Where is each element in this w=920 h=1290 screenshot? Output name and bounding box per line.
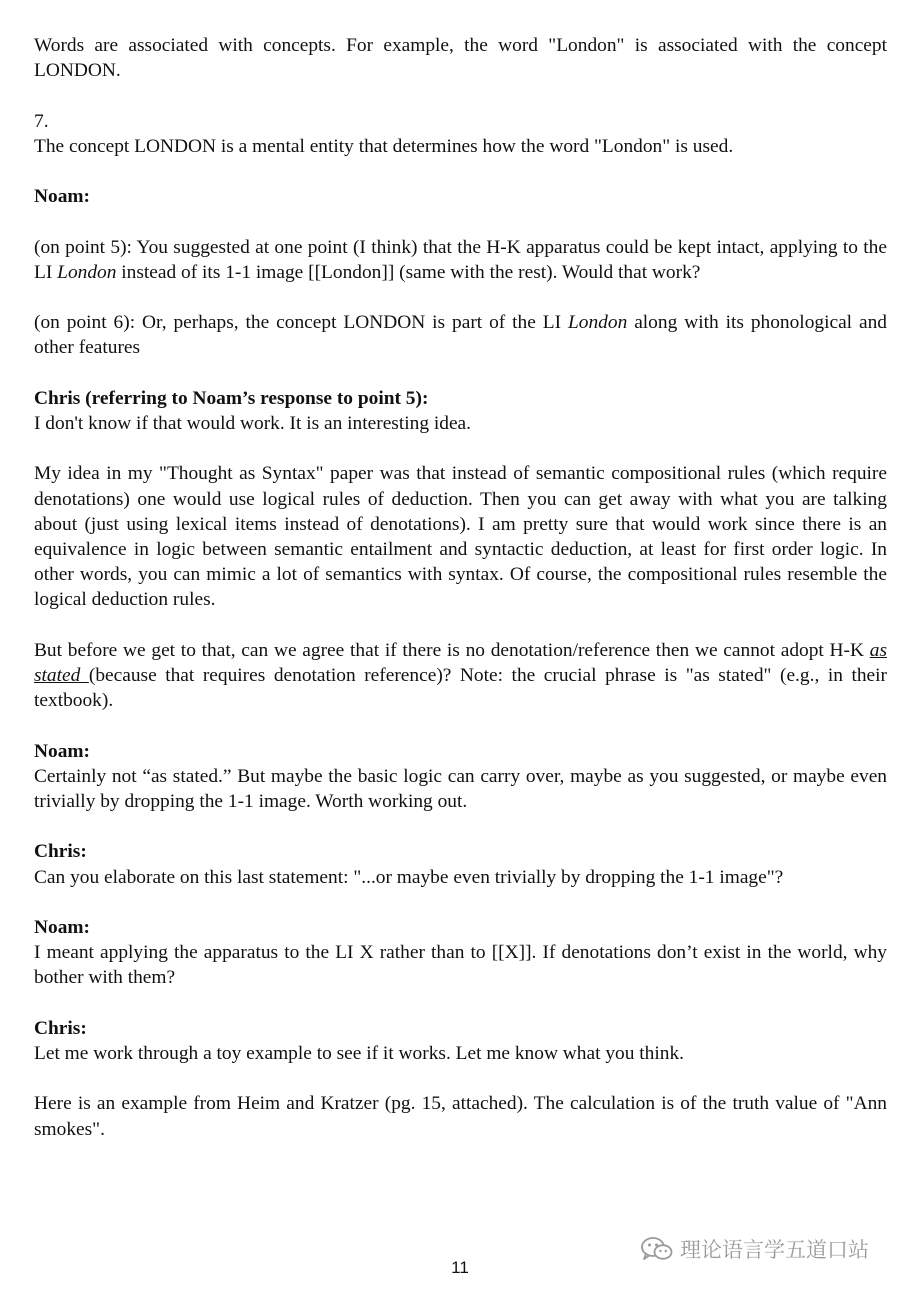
document-body — [34, 33, 887, 1167]
speaker-label: Noam: — [34, 916, 91, 938]
dialogue-turn — [34, 915, 887, 991]
text-run: instead of its 1-1 image [[London]] (same with the rest). Would that work? — [116, 261, 701, 283]
paragraph — [34, 310, 887, 360]
numbered-point — [34, 109, 887, 159]
text-run: But before we get to that, can we agree that if there is no denotation/reference then we cannot adopt H-K — [34, 639, 870, 661]
paragraph: Words are associated with concepts. For example, the word "London" is associated with the concept LONDON. — [34, 35, 887, 82]
italic-term: London — [568, 312, 628, 334]
watermark-text: 理论语言学五道口站 — [680, 1238, 869, 1262]
dialogue-turn — [34, 839, 887, 889]
paragraph — [34, 638, 887, 714]
paragraph: The concept LONDON is a mental entity that determines how the word "London" is used. — [34, 135, 734, 157]
paragraph: Let me work through a toy example to see if it works. Let me know what you think. — [34, 1042, 684, 1064]
speaker-label: Noam: — [34, 740, 91, 762]
paragraph: My idea in my "Thought as Syntax" paper was that instead of semantic compositional rules (which require denotations) one would use logical rules of deduction. Then you can get away with what you are talking about (just using lexical items instead of denotations). I am pretty sure that would work since there is an equivalence in logic between semantic entailment and syntactic deduction, at least for first order logic. In other words, you can mimic a lot of semantics with syntax. Of course, the compositional rules resemble the logical deduction rules. — [34, 463, 887, 611]
speaker-label: Chris (referring to Noam’s response to point 5): — [34, 387, 429, 409]
paragraph: Certainly not “as stated.” But maybe the basic logic can carry over, maybe as you suggested, or maybe even trivially by dropping the 1-1 image. Worth working out. — [34, 765, 887, 812]
text-run: along with its phonological and other features — [34, 312, 887, 359]
paragraph: Here is an example from Heim and Kratzer (pg. 15, attached). The calculation is of the truth value of "Ann smokes". — [34, 1093, 887, 1140]
speaker-label: Noam: — [34, 186, 91, 208]
italic-term: London — [57, 261, 117, 283]
paragraph: I meant applying the apparatus to the LI X rather than to [[X]]. If denotations don’t exist in the world, why bother with them? — [34, 942, 887, 989]
text-run: (on point 5): You suggested at one point (I think) that the H-K apparatus could be kept intact, applying to the LI — [34, 236, 887, 283]
dialogue-turn — [34, 739, 887, 815]
paragraph: I don't know if that would work. It is an interesting idea. — [34, 412, 472, 434]
page-number: 11 — [451, 1258, 469, 1277]
text-run: (on point 6): Or, perhaps, the concept LONDON is part of the LI — [34, 312, 568, 334]
dialogue-turn — [34, 386, 887, 436]
speaker-label: Chris: — [34, 841, 87, 863]
text-run: (because that requires denotation reference)? Note: the crucial phrase is "as stated" (e.g., in their textbook). — [34, 664, 887, 712]
dialogue-turn — [34, 1016, 887, 1066]
paragraph — [34, 235, 887, 285]
paragraph: Can you elaborate on this last statement: "...or maybe even trivially by dropping the 1-1 image"? — [34, 866, 784, 888]
speaker-label: Chris: — [34, 1017, 87, 1039]
emphasized-phrase: as stated — [34, 639, 887, 686]
point-number: 7. — [34, 110, 49, 132]
